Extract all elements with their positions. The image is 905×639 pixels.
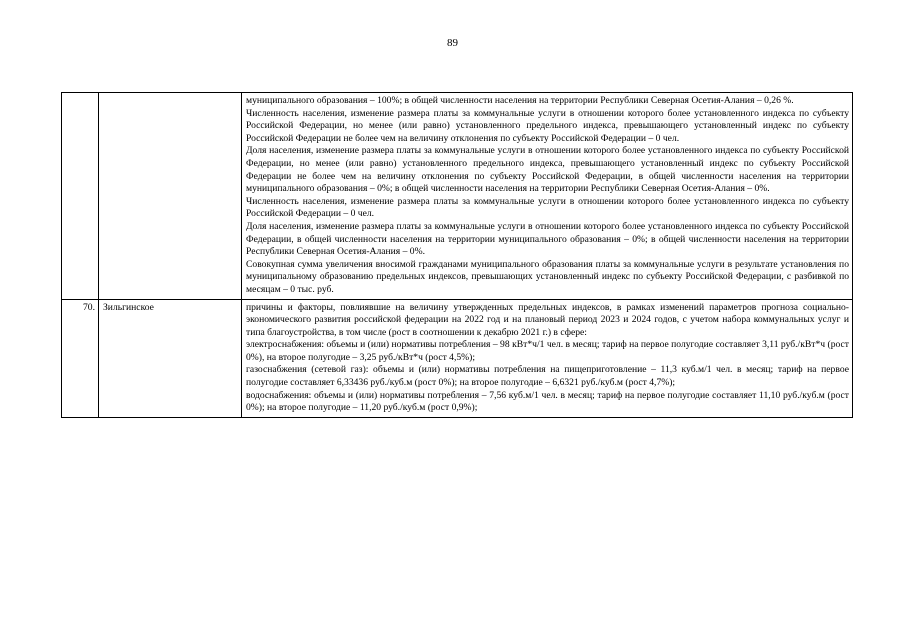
description-cell [242, 93, 853, 300]
description-paragraph: электроснабжения: объемы и (или) нормативы потребления – 98 кВт*ч/1 чел. в месяц; тариф на первое полугодие составляет 3,11 руб./кВт*ч (рост 0%), на второе полугодие – 3,25 руб./кВт*ч (рост 4,5%); [246, 339, 849, 363]
description-cell [242, 299, 853, 417]
page-number: 89 [447, 37, 458, 49]
description-paragraph: Совокупная сумма увеличения вносимой гражданами муниципального образования платы за коммунальные услуги в результате установления по муниципальному образованию предельных индексов, превышающих установленный индекс по субъекту Российской Федерации, с разбивкой по месяцам – 0 тыс. руб. [246, 258, 849, 295]
description-paragraph: Численность населения, изменение размера платы за коммунальные услуги в отношении которого более установленного индекса по субъекту Российской Федерации – 0 чел. [246, 195, 849, 220]
document-table [61, 92, 853, 418]
municipality-name-cell: Зильгинское [99, 299, 242, 417]
description-paragraph: газоснабжения (сетевой газ): объемы и (или) нормативы потребления на пищеприготовление – 11,3 куб.м/1 чел. в месяц; тариф на первое полугодие составляет 6,33436 руб./куб.м (рост 0%); на второе полугодие – 6,6321 руб./куб.м (рост 4,7%); [246, 364, 849, 389]
description-paragraph: Доля населения, изменение размера платы за коммунальные услуги в отношении которого более установленного индекса по субъекту Российской Федерации, но менее (или равно) установленного предельного индекса, превышающего установленный индекс по субъекту Российской Федерации не более чем на величину отклонения по субъекту Российской Федерации, в общей численности населения на территории муниципального образования – 0%; в общей численности населения на территории Республики Северная Осетия-Алания – 0%. [246, 145, 849, 195]
table-row [62, 299, 853, 417]
document-table-body [62, 93, 853, 418]
description-paragraph: Доля населения, изменение размера платы за коммунальные услуги в отношении которого более установленного индекса по субъекту Российской Федерации, в общей численности населения на территории муниципального образования – 0%; в общей численности населения на территории Республики Северная Осетия-Алания – 0%. [246, 220, 849, 258]
table-row [62, 93, 853, 300]
description-paragraph: Численность населения, изменение размера платы за коммунальные услуги в отношении которого более установленного индекса по субъекту Российской Федерации, но менее (или равно) установленного предельного индекса, превышающего установленный индекс по субъекту Российской Федерации не более чем на величину отклонения по субъекту Российской Федерации – 0 чел. [246, 107, 849, 144]
description-paragraph: причины и факторы, повлиявшие на величину утвержденных предельных индексов, в рамках изменений параметров прогноза социально-экономического развития российской федерации на 2022 год и на плановый период 2023 и 2024 годов, с учетом набора коммунальных услуг и типа благоустройства, в том числе (рост в соотношении к декабрю 2021 г.) в сфере: [246, 301, 849, 338]
row-number-cell [62, 93, 99, 300]
municipality-name-cell [99, 93, 242, 300]
description-paragraph: водоснабжения: объемы и (или) нормативы потребления – 7,56 куб.м/1 чел. в месяц; тариф на первое полугодие составляет 11,10 руб./куб.м (рост 0%); на второе полугодие – 11,20 руб./куб.м (рост 0,9%); [246, 389, 849, 414]
description-paragraph: муниципального образования – 100%; в общей численности населения на территории Республики Северная Осетия-Алания – 0,26 %. [246, 95, 794, 106]
row-number-cell: 70. [62, 299, 99, 417]
